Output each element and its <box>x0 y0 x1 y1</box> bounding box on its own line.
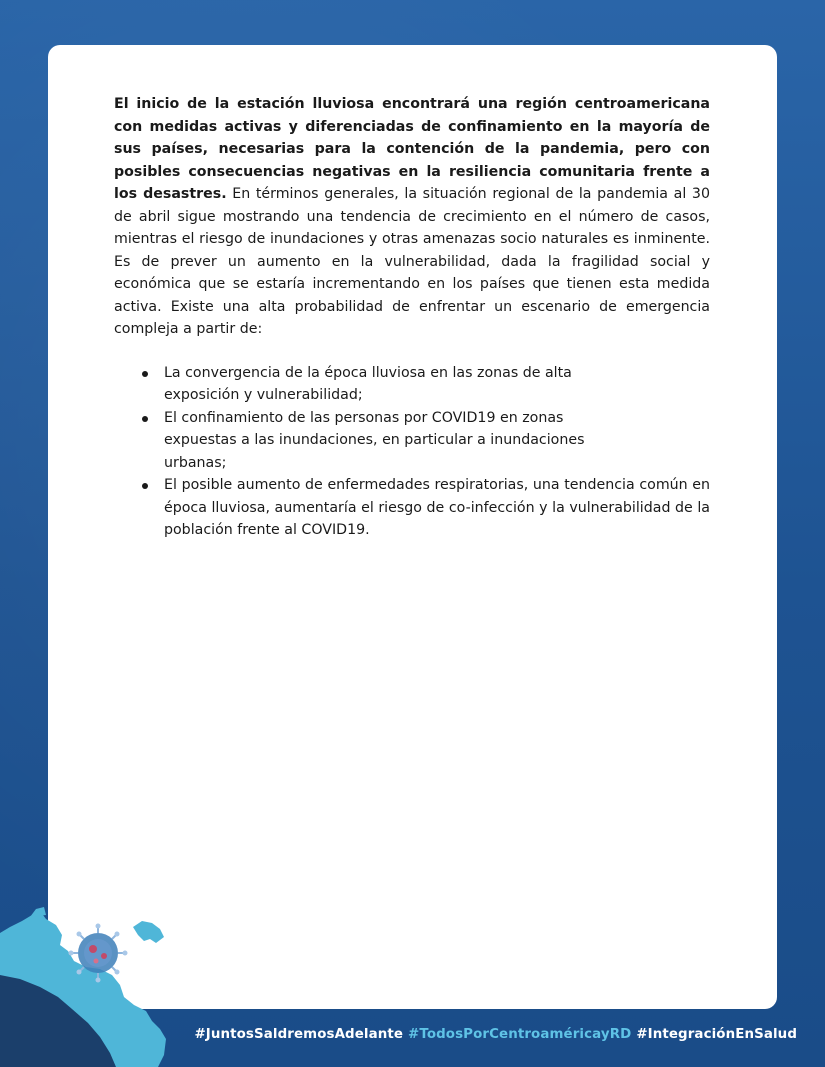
footer-hashtags <box>189 1027 797 1042</box>
hashtag-integracion: #IntegraciónEnSalud <box>636 1027 797 1042</box>
document-body <box>114 93 710 542</box>
intro-bold-text: El inicio de la estación lluviosa encontrará una región centroamericana con medidas activas y diferenciadas de confinamiento en la mayoría de sus países, necesarias para la contención de la pandemia, pero con posibles consecuencias negativas en la resiliencia comunitaria frente a los desastres. <box>114 96 710 202</box>
intro-body-text: En términos generales, la situación regional de la pandemia al 30 de abril sigue mostrando una tendencia de crecimiento en el número de casos, mientras el riesgo de inundaciones y otras amenazas socio naturales es inminente. Es de prever un aumento en la vulnerabilidad, dada la fragilidad social y económica que se estaría incrementando en los países que tienen esta medida activa. Existe una alta probabilidad de enfrentar un escenario de emergencia compleja a partir de: <box>114 186 710 337</box>
central-america-map-icon <box>0 905 200 1067</box>
bullet-item <box>114 407 710 475</box>
hashtag-juntos: #JuntosSaldremosAdelante <box>194 1027 404 1042</box>
bullet-text: El confinamiento de las personas por COVID19 en zonas expuestas a las inundaciones, en particular a inundaciones urbanas; <box>164 409 585 471</box>
bullet-text: La convergencia de la época lluviosa en las zonas de alta exposición y vulnerabilidad; <box>164 364 572 403</box>
intro-paragraph <box>114 93 710 341</box>
page-card <box>48 45 777 1009</box>
bullet-text: El posible aumento de enfermedades respiratorias, una tendencia común en época lluviosa, aumentaría el riesgo de co-infección y la vulnerabilidad de la población frente al COVID19. <box>164 477 710 538</box>
hashtag-todos: #TodosPorCentroaméricayRD <box>408 1027 632 1042</box>
bullet-item <box>114 474 710 542</box>
bullet-list <box>114 362 710 542</box>
bullet-item <box>114 362 710 407</box>
bullet-dot-icon <box>142 416 148 422</box>
coronavirus-icon <box>69 924 128 983</box>
bullet-dot-icon <box>142 483 148 489</box>
dominican-republic-map-icon <box>133 921 164 943</box>
bullet-dot-icon <box>142 371 148 377</box>
